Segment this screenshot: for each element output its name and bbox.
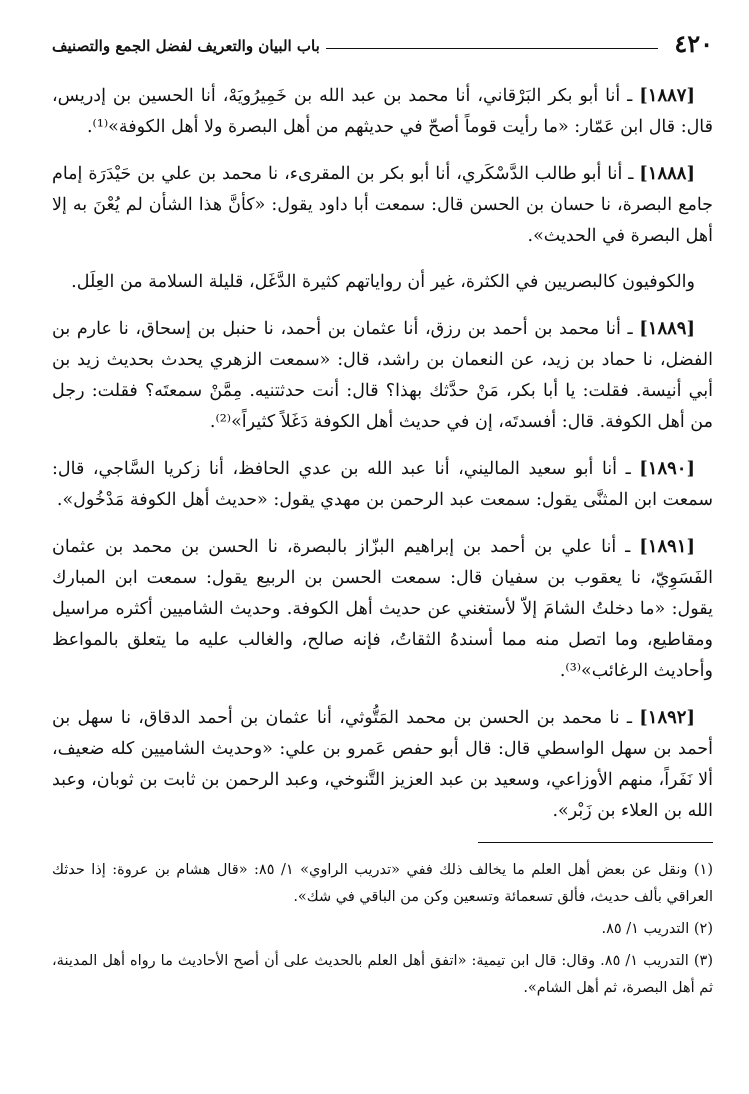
hadith-number: [١٨٩٠] bbox=[639, 458, 695, 479]
page-number: ٤٢٠ bbox=[674, 29, 713, 58]
paragraph-1890 bbox=[52, 453, 713, 516]
paragraph-text: ـ أنا أبو سعيد الماليني، أنا عبد الله بن عدي الحافظ، أنا زكريا السَّاجي، قال: سمعت ابن المثنَّى يقول: سمعت عبد الرحمن بن مهدي يقول: «حديث أهل الكوفة مَدْخُول». bbox=[52, 459, 713, 510]
footnote-2: (٢) التدريب ١/ ٨٥. bbox=[601, 921, 713, 937]
chapter-title: باب البيان والتعريف لفضل الجمع والتصنيف bbox=[52, 37, 320, 55]
book-page bbox=[52, 22, 713, 1074]
paragraph-text: والكوفيون كالبصريين في الكثرة، غير أن رواياتهم كثيرة الدَّغَل، قليلة السلامة من العِلَل. bbox=[71, 272, 695, 292]
paragraph-text: ـ نا محمد بن الحسن بن محمد المَتُّوثي، أنا عثمان بن أحمد الدقاق، نا سهل بن أحمد بن سهل الواسطي قال: قال أبو حفص عَمرو بن علي: «وحديث الشاميين كله ضعيف، ألا نَفَراً، منهم الأوزاعي، وسعيد بن عبد العزيز التَّنوخي، وعبد الرحمن بن ثابت بن ثوبان، وعبد الله بن العلاء بن زَبْر». bbox=[52, 708, 713, 821]
paragraph-1892 bbox=[52, 702, 713, 827]
paragraph-text: ـ أنا محمد بن أحمد بن رزق، أنا عثمان بن أحمد، نا حنبل بن إسحاق، نا عارم بن الفضل، نا حماد بن زيد، عن النعمان بن راشد، قال: «سمعت الزهري يحدث بحديث زيد بن أبي أنيسة. فقلت: يا أبا بكر، مَنْ حدَّثك بهذا؟ قال: أنت حدثتنيه. مِمَّنْ سمعتَه؟ فقلت: رجل من أهل الكوفة. قال: أفسدتَه، إن في حديث أهل الكوفة دَغَلاً كثيراً»⁽²⁾. bbox=[52, 319, 713, 432]
paragraph-1891 bbox=[52, 531, 713, 687]
footnote-3: (٣) التدريب ١/ ٨٥. وقال: قال ابن تيمية: «اتفق أهل العلم بالحديث على أن أصح الأحاديث ما رواه أهل المدينة، ثم أهل البصرة، ثم أهل الشام». bbox=[52, 953, 713, 996]
running-header bbox=[52, 22, 713, 56]
footnotes bbox=[52, 857, 713, 1002]
paragraph-1889 bbox=[52, 313, 713, 438]
footnote-separator bbox=[478, 842, 713, 843]
paragraph-1887 bbox=[52, 80, 713, 143]
main-text bbox=[52, 80, 713, 827]
hadith-number: [١٨٨٩] bbox=[639, 318, 695, 339]
hadith-number: [١٨٩١] bbox=[639, 536, 695, 557]
paragraph-text: ـ أنا أبو طالب الدَّسْكَري، أنا أبو بكر بن المقرىء، نا محمد بن علي بن حَيْدَرَة إمام جامع البصرة، نا حسان بن الحسن قال: سمعت أبا داود يقول: «كأنَّ هذا الشأن لم يُعْنَ به إلا أهل البصرة في الحديث». bbox=[52, 164, 713, 246]
paragraph-1888 bbox=[52, 158, 713, 252]
footnote-1: (١) ونقل عن بعض أهل العلم ما يخالف ذلك ففي «تدريب الراوي» ١/ ٨٥: «قال هشام بن عروة: إذا حدثك العراقي بألف حديث، فألق تسعمائة وتسعين وكن من الباقي في شك». bbox=[52, 862, 713, 905]
header-rule bbox=[326, 48, 659, 49]
paragraph-text: ـ أنا أبو بكر البَرْقاني، أنا محمد بن عبد الله بن خَمِيرُويَهْ، أنا الحسين بن إدريس، قال: قال ابن عَمّار: «ما رأيت قوماً أصحّ في حديثهم من أهل البصرة ولا أهل الكوفة»⁽¹⁾. bbox=[52, 86, 713, 137]
paragraph-commentary bbox=[52, 267, 713, 298]
paragraph-text: ـ أنا علي بن أحمد بن إبراهيم البزّاز بالبصرة، نا الحسن بن محمد بن عثمان الفَسَوِيّ، نا يعقوب بن سفيان قال: سمعت الحسن بن الربيع يقول: سمعت ابن المبارك يقول: «ما دخلتُ الشامَ إلاّ لأستغني عن حديث أهل الكوفة. وحديث الشاميين أكثره مراسيل ومقاطيع، وما اتصل منه مما أسندهُ الثقاتُ، فإنه صالح، والغالب عليه ما يتعلق بالمواعظ وأحاديث الرغائب»⁽³⁾. bbox=[52, 537, 713, 681]
hadith-number: [١٨٨٨] bbox=[639, 163, 695, 184]
hadith-number: [١٨٩٢] bbox=[639, 707, 695, 728]
hadith-number: [١٨٨٧] bbox=[639, 85, 695, 106]
